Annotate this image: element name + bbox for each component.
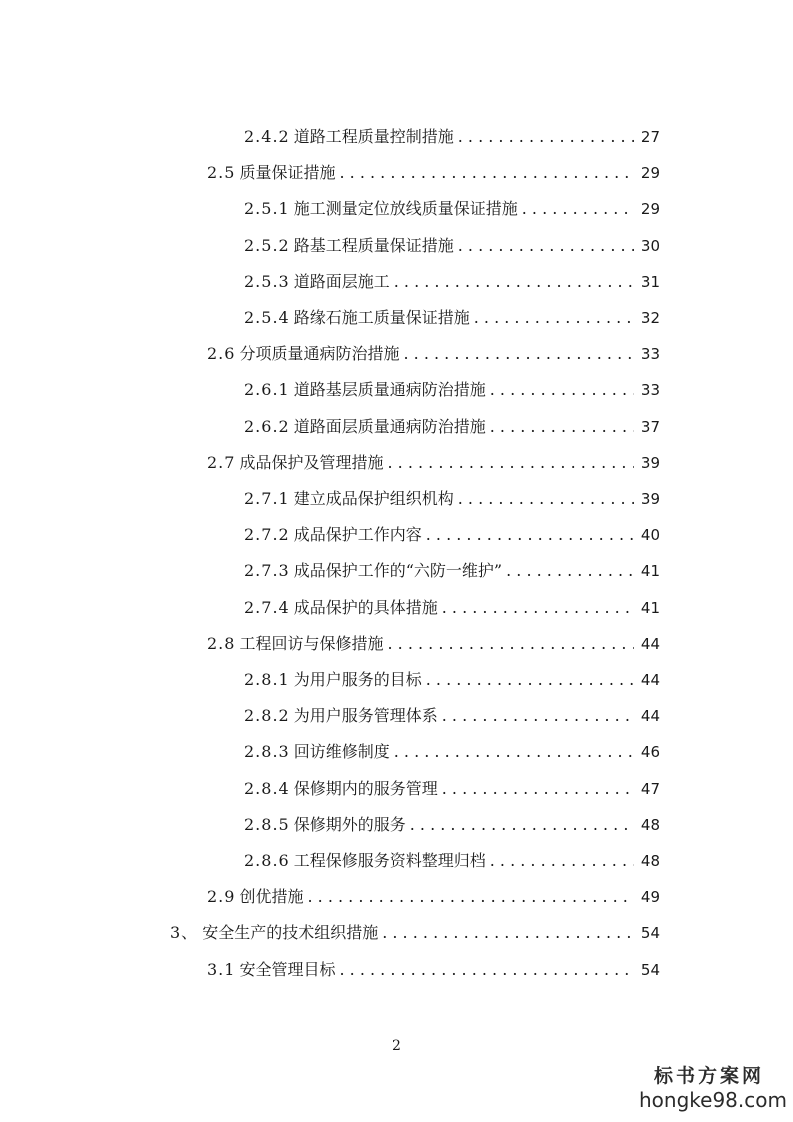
toc-leader-dots	[458, 233, 634, 259]
toc-leader-dots	[506, 558, 634, 584]
toc-entry-title: 路基工程质量保证措施	[293, 235, 454, 255]
toc-entry-page: 29	[640, 164, 660, 183]
toc-entry-number: 2.8.5	[244, 814, 290, 834]
toc-entry[interactable]	[244, 196, 660, 222]
toc-entry[interactable]	[207, 884, 660, 910]
toc-entry-title: 质量保证措施	[239, 163, 336, 183]
toc-entry-number: 2.6	[207, 344, 236, 364]
toc-entry-title: 成品保护及管理措施	[239, 452, 384, 472]
toc-entry-title: 成品保护工作内容	[293, 525, 422, 545]
page-number: 2	[392, 1038, 401, 1054]
toc-entry-page: 54	[640, 924, 660, 943]
toc-leader-dots	[442, 595, 634, 621]
toc-entry-number: 2.6.1	[244, 380, 290, 400]
toc-entry-title: 路缘石施工质量保证措施	[293, 308, 470, 327]
toc-entry[interactable]	[244, 739, 660, 765]
toc-leader-dots	[387, 450, 634, 476]
toc-leader-dots	[490, 414, 634, 440]
toc-leader-dots	[394, 739, 634, 765]
toc-entry-page: 48	[640, 852, 660, 870]
toc-entry[interactable]	[244, 558, 660, 584]
toc-entry[interactable]	[244, 414, 660, 440]
site-watermark	[639, 1064, 787, 1112]
toc-entry-number: 2.5.2	[244, 235, 290, 255]
toc-entry-title: 道路面层施工	[293, 271, 390, 291]
toc-leader-dots	[442, 703, 634, 729]
toc-entry-page: 44	[640, 707, 660, 726]
toc-entry[interactable]	[244, 812, 660, 838]
toc-entry-number: 2.7	[207, 452, 236, 472]
toc-entry-title: 工程保修服务资料整理归档	[293, 851, 486, 870]
toc-entry[interactable]	[207, 631, 660, 657]
toc-entry-title: 建立成品保护组织机构	[293, 489, 454, 508]
toc-entry[interactable]	[207, 450, 660, 476]
toc-entry-title: 分项质量通病防治措施	[239, 344, 400, 364]
toc-entry-title: 保修期内的服务管理	[293, 778, 438, 798]
toc-leader-dots	[490, 377, 634, 403]
toc-leader-dots	[339, 957, 634, 983]
toc-leader-dots	[403, 341, 634, 367]
toc-entry-title: 成品保护工作的“六防一维护”	[293, 561, 503, 581]
toc-entry-page: 44	[640, 634, 660, 653]
toc-entry[interactable]	[244, 124, 660, 150]
toc-entry[interactable]	[244, 595, 660, 621]
toc-entry-number: 2.7.2	[244, 525, 290, 545]
toc-entry-number: 2.5.1	[244, 199, 290, 219]
toc-entry-number: 2.7.1	[244, 489, 290, 508]
toc-entry-number: 2.9	[207, 887, 236, 907]
toc-entry-title: 工程回访与保修措施	[239, 633, 384, 653]
toc-entry-title: 保修期外的服务	[293, 814, 406, 834]
toc-leader-dots	[410, 812, 634, 838]
toc-entry[interactable]	[170, 920, 660, 946]
toc-entry-title: 施工测量定位放线质量保证措施	[293, 199, 518, 219]
toc-entry-title: 创优措施	[239, 887, 304, 907]
toc-entry-number: 2.4.2	[244, 127, 290, 146]
watermark-name: 标书方案网	[653, 1065, 764, 1087]
toc-entry-page: 39	[640, 453, 660, 472]
toc-leader-dots	[458, 124, 634, 150]
toc-entry-title: 安全管理目标	[239, 959, 336, 979]
toc-entry-page: 40	[640, 526, 660, 545]
toc-entry-page: 47	[640, 779, 660, 798]
toc-entry-page: 33	[640, 381, 660, 400]
toc-leader-dots	[382, 920, 634, 946]
toc-entry[interactable]	[244, 269, 660, 295]
toc-entry-title: 为用户服务的目标	[293, 670, 422, 689]
toc-entry-number: 2.8.3	[244, 742, 290, 762]
toc-entry-page: 48	[640, 815, 660, 834]
toc-entry-title: 回访维修制度	[293, 742, 390, 762]
toc-entry[interactable]	[244, 703, 660, 729]
toc-entry-page: 37	[640, 417, 660, 436]
toc-entry-page: 46	[640, 743, 660, 762]
toc-entry-page: 39	[640, 490, 660, 508]
toc-leader-dots	[339, 160, 634, 186]
toc-leader-dots	[442, 776, 634, 802]
toc-entry[interactable]	[244, 377, 660, 403]
toc-entry-page: 41	[640, 598, 660, 617]
toc-entry-number: 2.6.2	[244, 416, 290, 436]
toc-entry-number: 2.8.2	[244, 706, 290, 726]
toc-entry-page: 30	[640, 236, 660, 255]
toc-leader-dots	[426, 522, 634, 548]
toc-entry-page: 54	[640, 960, 660, 979]
toc-entry-title: 成品保护的具体措施	[293, 597, 438, 617]
toc-leader-dots	[307, 884, 634, 910]
toc-entry-page: 49	[640, 888, 660, 907]
toc-leader-dots	[426, 667, 634, 693]
toc-entry-title: 为用户服务管理体系	[293, 706, 438, 726]
toc-entry-number: 2.7.4	[244, 597, 290, 617]
toc-leader-dots	[490, 848, 634, 874]
toc-entry-title: 道路基层质量通病防治措施	[293, 380, 486, 400]
toc-entry[interactable]	[207, 160, 660, 186]
toc-entry-page: 44	[640, 671, 660, 689]
toc-leader-dots	[474, 305, 634, 331]
toc-entry-number: 3.1	[207, 959, 236, 979]
toc-entry-number: 2.8.1	[244, 670, 290, 689]
toc-entry-number: 2.5	[207, 163, 236, 183]
toc-entry-title: 安全生产的技术组织措施	[202, 923, 379, 943]
toc-entry-page: 29	[640, 200, 660, 219]
toc-leader-dots	[522, 196, 634, 222]
toc-entry-title: 道路工程质量控制措施	[293, 127, 454, 146]
toc-entry-page: 41	[640, 562, 660, 581]
toc-entry[interactable]	[244, 848, 660, 874]
toc-entry-number: 2.5.4	[244, 308, 290, 327]
toc-entry-number: 2.8.4	[244, 778, 290, 798]
toc-entry[interactable]	[244, 233, 660, 259]
watermark-url: hongke98.com	[639, 1088, 787, 1112]
toc-entry-number: 2.7.3	[244, 561, 290, 581]
toc-leader-dots	[394, 269, 634, 295]
toc-entry-page: 27	[640, 128, 660, 146]
toc-entry[interactable]	[244, 305, 660, 331]
toc-entry[interactable]	[244, 667, 660, 693]
toc-entry-number: 2.5.3	[244, 271, 290, 291]
toc-entry-page: 32	[640, 309, 660, 327]
toc-entry[interactable]	[244, 486, 660, 512]
toc-entry[interactable]	[244, 522, 660, 548]
toc-leader-dots	[458, 486, 634, 512]
toc-leader-dots	[387, 631, 634, 657]
toc-entry-page: 31	[640, 272, 660, 291]
toc-entry[interactable]	[207, 957, 660, 983]
toc-entry-title: 道路面层质量通病防治措施	[293, 416, 486, 436]
toc-entry-number: 2.8	[207, 633, 236, 653]
toc-entry-number: 3、	[170, 923, 199, 943]
toc-entry[interactable]	[207, 341, 660, 367]
toc-entry-number: 2.8.6	[244, 851, 290, 870]
toc-entry[interactable]	[244, 776, 660, 802]
toc-entry-page: 33	[640, 345, 660, 364]
